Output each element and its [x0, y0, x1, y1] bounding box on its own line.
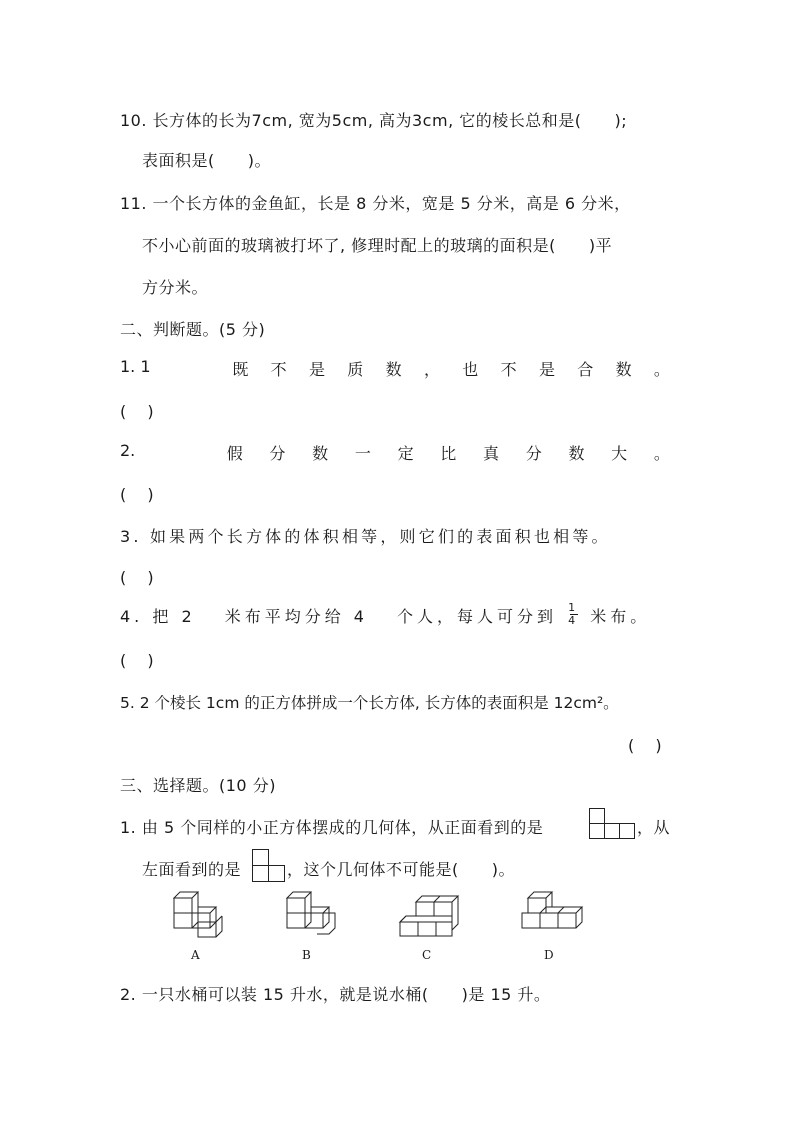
option-a-figure	[170, 890, 236, 942]
judge-item-3: 3. 如果两个长方体的体积相等，则它们的表面积也相等。	[120, 527, 611, 546]
option-b-label: B	[302, 948, 311, 962]
judge-item-2-char: 真	[483, 444, 500, 463]
judge-item-1	[120, 357, 670, 380]
option-b-figure	[283, 890, 349, 942]
judge-item-2-char: 比	[440, 444, 457, 463]
judge-item-4	[120, 601, 651, 630]
judge-item-2-char: 大	[611, 444, 628, 463]
q11-line3: 方分米。	[142, 278, 209, 297]
option-c-label: C	[422, 948, 432, 962]
q11-line1: 11. 一个长方体的金鱼缸，长是 8 分米，宽是 5 分米，高是 6 分米，	[120, 194, 631, 213]
fraction-numerator: 1	[568, 601, 580, 614]
judge-item-4-suffix: 米布。	[590, 607, 651, 626]
judge-item-1-char: 不	[270, 360, 287, 379]
judge-item-1-char: 。	[653, 360, 670, 379]
judge-item-1-char: 不	[500, 360, 517, 379]
front-view-icon	[589, 808, 637, 840]
judge-item-2-char: 一	[354, 444, 371, 463]
judge-item-1-char: 也	[462, 360, 479, 379]
choice-q1-line1-a: 1. 由 5 个同样的小正方体摆成的几何体，从正面看到的是	[120, 818, 544, 837]
choice-q1-line2-b: ，这个几何体不可能是( )。	[287, 860, 515, 879]
q10-line1: 10. 长方体的长为7cm, 宽为5cm, 高为3cm, 它的棱长总和是( );	[120, 111, 628, 130]
judge-item-2-char: 假	[226, 444, 243, 463]
judge-item-1-char: 数	[615, 360, 632, 379]
left-view-icon	[252, 849, 286, 883]
q10-line2: 表面积是( )。	[142, 151, 271, 170]
section3-title: 三、选择题。(10 分)	[120, 776, 276, 795]
judge-item-5: 5. 2 个棱长 1cm 的正方体拼成一个长方体, 长方体的表面积是 12cm²。	[120, 694, 619, 712]
judge-item-2-char: 数	[312, 444, 329, 463]
judge-item-2-char: 分	[269, 444, 286, 463]
choice-q1-line1-b: ，从	[637, 818, 671, 837]
judge-item-2-char: 定	[397, 444, 414, 463]
judge-item-2-char: 分	[525, 444, 542, 463]
choice-q1-line2-a: 左面看到的是	[142, 860, 242, 879]
judge-item-1-char: 质	[347, 360, 364, 379]
judge-item-2-char: 。	[653, 444, 670, 463]
judge-item-1-char: 是	[308, 360, 325, 379]
judge-item-1-char: ，	[423, 360, 440, 379]
judge-item-1-char: 既	[232, 360, 249, 379]
judge-item-1-char: 合	[577, 360, 594, 379]
judge-item-4-answer: ( )	[120, 651, 154, 670]
judge-item-1-char: 数	[385, 360, 402, 379]
judge-item-2-answer: ( )	[120, 485, 154, 504]
judge-item-5-answer: ( )	[628, 736, 662, 755]
judge-item-1-num: 1. 1	[120, 357, 151, 376]
option-d-figure	[518, 890, 588, 942]
judge-item-2-char: 数	[568, 444, 585, 463]
fraction-denominator: 4	[568, 614, 580, 627]
section2-title: 二、判断题。(5 分)	[120, 320, 266, 339]
choice-q2: 2. 一只水桶可以装 15 升水，就是说水桶( )是 15 升。	[120, 985, 551, 1004]
judge-item-3-answer: ( )	[120, 568, 154, 587]
fraction-one-quarter	[568, 602, 579, 627]
judge-item-1-answer: ( )	[120, 402, 154, 421]
judge-item-1-char: 是	[538, 360, 555, 379]
option-c-figure	[398, 894, 464, 940]
option-d-label: D	[544, 948, 554, 962]
option-a-label: A	[191, 948, 200, 962]
judge-item-4-prefix: 4. 把 2 米布平均分给 4 个人，每人可分到	[120, 607, 558, 626]
q11-line2: 不小心前面的玻璃被打坏了, 修理时配上的玻璃的面积是( )平	[142, 236, 613, 255]
judge-item-2-num: 2.	[120, 441, 136, 460]
judge-item-2	[120, 441, 670, 464]
